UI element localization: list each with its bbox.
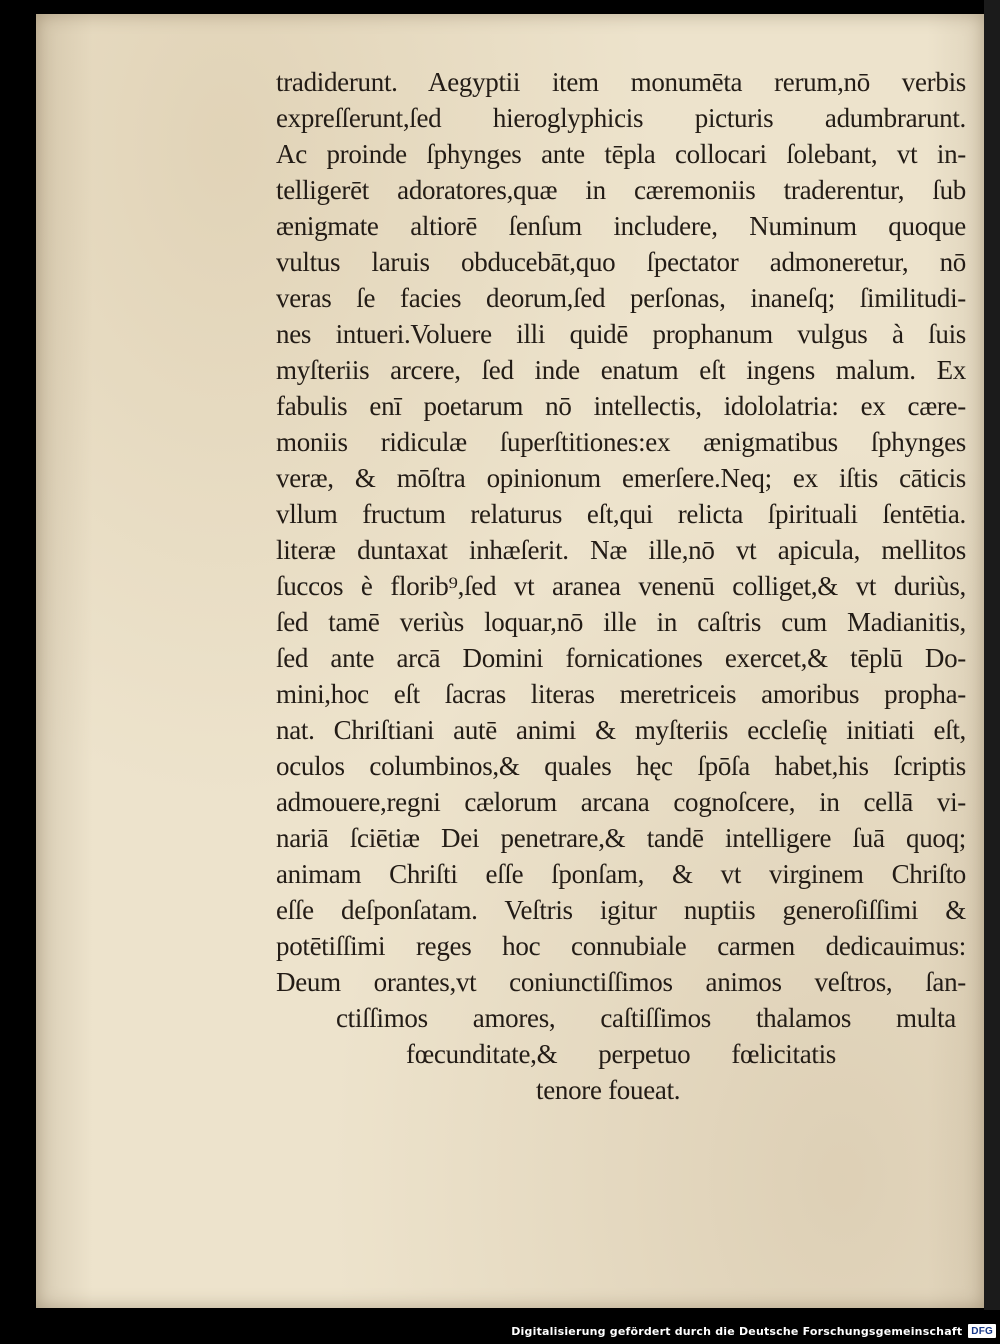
text-line: ſed tamē veriùs loquar,nō ille in caſtris cum Madianitis, — [276, 607, 966, 637]
text-line: veras ſe facies deorum,ſed perſonas, inaneſq; ſimilitudi- — [276, 283, 966, 313]
text-line: expreſſerunt,ſed hieroglyphicis picturis adumbrarunt. — [276, 103, 966, 133]
text-line: oculos columbinos,& quales hęc ſpōſa habet,his ſcriptis — [276, 751, 966, 781]
dfg-logo: DFG — [968, 1324, 996, 1338]
credit-text: Digitalisierung gefördert durch die Deutsche Forschungsgemeinschaft — [511, 1324, 963, 1338]
text-line: vultus laruis obducebāt,quo ſpectator admoneretur, nō — [276, 247, 966, 277]
text-line: mini,hoc eſt ſacras literas meretriceis amoribus propha- — [276, 679, 966, 709]
text-line: tenore foueat. — [536, 1075, 681, 1105]
text-line: fabulis enī poetarum nō intellectis, idololatria: ex cære- — [276, 391, 966, 421]
text-line: nariā ſciētiæ Dei penetrare,& tandē intelligere ſuā quoq; — [276, 823, 966, 853]
text-line: Ac proinde ſphynges ante tēpla collocari ſolebant, vt in- — [276, 139, 966, 169]
text-line: ſed ante arcā Domini fornicationes exercet,& tēplū Do- — [276, 643, 966, 673]
text-line: telligerēt adoratores,quæ in cæremoniis traderentur, ſub — [276, 175, 966, 205]
text-line: fœcunditate,& perpetuo fœlicitatis — [406, 1039, 836, 1069]
text-line: literæ duntaxat inhæſerit. Næ ille,nō vt apicula, mellitos — [276, 535, 966, 565]
text-line: ctiſſimos amores, caſtiſſimos thalamos multa — [336, 1003, 956, 1033]
text-line: moniis ridiculæ ſuperſtitiones:ex ænigmatibus ſphynges — [276, 427, 966, 457]
text-line: nat. Chriſtiani autē animi & myſteriis eccleſię initiati eſt, — [276, 715, 966, 745]
text-line: ænigmate altiorē ſenſum includere, Numinum quoque — [276, 211, 966, 241]
text-line: Deum orantes,vt coniunctiſſimos animos veſtros, ſan- — [276, 967, 966, 997]
text-line: tradiderunt. Aegyptii item monumēta rerum,nō verbis — [276, 67, 966, 97]
text-line: myſteriis arcere, ſed inde enatum eſt ingens malum. Ex — [276, 355, 966, 385]
page-edge-shadow — [984, 0, 1000, 1310]
text-line: veræ, & mōſtra opinionum emerſere.Neq; ex iſtis cāticis — [276, 463, 966, 493]
text-line: animam Chriſti eſſe ſponſam, & vt virginem Chriſto — [276, 859, 966, 889]
text-line: eſſe deſponſatam. Veſtris igitur nuptiis generoſiſſimi & — [276, 895, 966, 925]
text-line: admouere,regni cælorum arcana cognoſcere, in cellā vi- — [276, 787, 966, 817]
text-line: potētiſſimi reges hoc connubiale carmen dedicauimus: — [276, 931, 966, 961]
text-line: nes intueri.Voluere illi quidē prophanum vulgus à ſuis — [276, 319, 966, 349]
text-line: ſuccos è florib⁹,ſed vt aranea venenū colliget,& vt duriùs, — [276, 571, 966, 601]
text-line: vllum fructum relaturus eſt,qui relicta ſpirituali ſentētia. — [276, 499, 966, 529]
digitization-credit-footer — [511, 1322, 996, 1340]
